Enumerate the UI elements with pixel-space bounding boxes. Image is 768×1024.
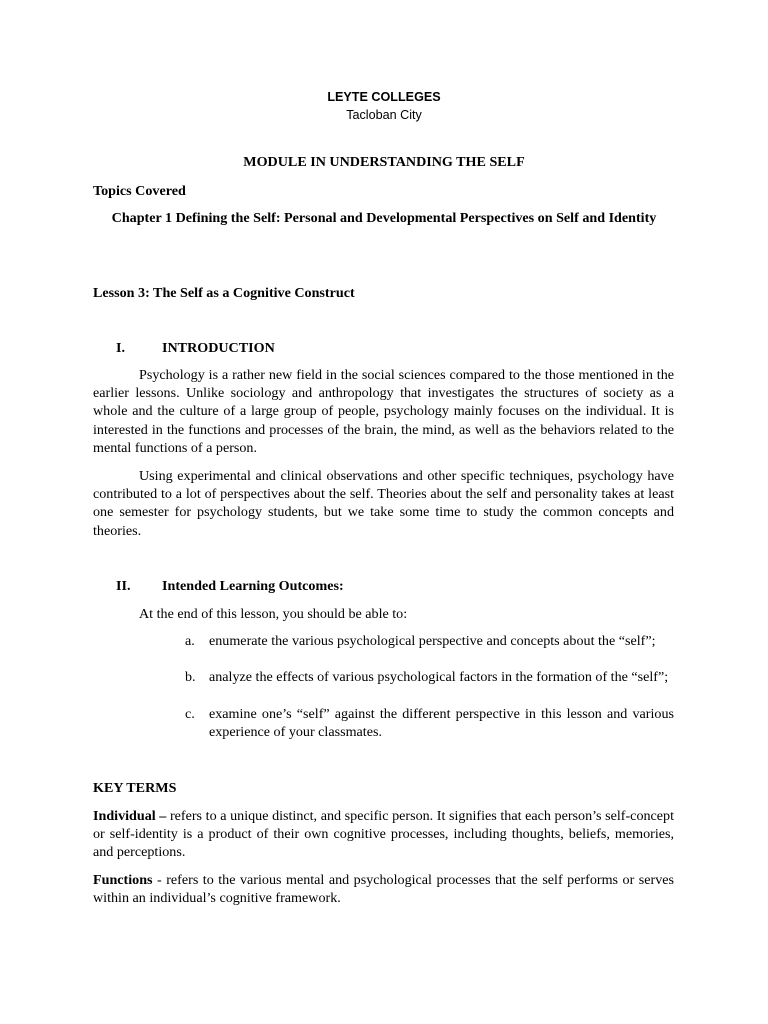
outcome-letter: c. xyxy=(185,706,195,722)
key-terms-heading: KEY TERMS xyxy=(93,780,177,796)
institution-name: LEYTE COLLEGES xyxy=(327,90,441,104)
outcome-text: analyze the effects of various psychological factors in the formation of the “self”; xyxy=(209,669,669,685)
key-term-functions xyxy=(93,871,674,907)
outcome-item-b xyxy=(185,668,674,686)
outcome-text: examine one’s “self” against the different perspective in this lesson and various experience of your classmates. xyxy=(209,706,674,741)
intro-heading: INTRODUCTION xyxy=(162,340,275,356)
outcome-text: enumerate the various psychological perspective and concepts about the “self”; xyxy=(209,633,656,649)
intro-paragraph-2: Using experimental and clinical observations and other specific techniques, psychology have contributed to a lot of perspectives about the self. Theories about the self and personality takes at least one semester for psychology students, but we take some time to study the common concepts and theories. xyxy=(93,468,674,539)
term-name: Individual xyxy=(93,808,156,824)
outcomes-lead: At the end of this lesson, you should be able to: xyxy=(139,606,408,622)
outcome-letter: a. xyxy=(185,633,195,649)
module-title: MODULE IN UNDERSTANDING THE SELF xyxy=(243,154,525,170)
outcome-item-c xyxy=(185,705,674,741)
outcome-item-a xyxy=(185,632,674,650)
outcomes-numeral: II. xyxy=(116,578,131,594)
lesson-title: Lesson 3: The Self as a Cognitive Construct xyxy=(93,285,355,301)
outcomes-heading: Intended Learning Outcomes: xyxy=(162,578,344,594)
key-term-individual xyxy=(93,807,674,862)
intro-paragraph-1: Psychology is a rather new field in the social sciences compared to the those mentioned in the earlier lessons. Unlike sociology and anthropology that investigates the structures of society as a whole and the culture of a large group of people, psychology mainly focuses on the individual. It is interested in the functions and processes of the brain, the mind, as well as the behaviors related to the mental functions of a person. xyxy=(93,367,674,456)
intro-numeral: I. xyxy=(116,340,126,356)
institution-city: Tacloban City xyxy=(346,108,422,122)
term-name: Functions xyxy=(93,872,153,888)
term-definition: refers to a unique distinct, and specific person. It signifies that each person’s self-concept or self-identity is a product of their own cognitive processes, including thoughts, beliefs, memories, and perceptions. xyxy=(93,808,675,861)
outcome-letter: b. xyxy=(185,669,196,685)
topics-heading: Topics Covered xyxy=(93,183,186,199)
term-separator: - xyxy=(152,872,167,888)
chapter-title: Chapter 1 Defining the Self: Personal and Developmental Perspectives on Self and Identity xyxy=(111,210,657,226)
institution-header xyxy=(0,88,768,124)
term-definition: refers to the various mental and psychological processes that the self performs or serves within an individual’s cognitive framework. xyxy=(93,872,675,907)
term-separator: – xyxy=(155,808,170,824)
